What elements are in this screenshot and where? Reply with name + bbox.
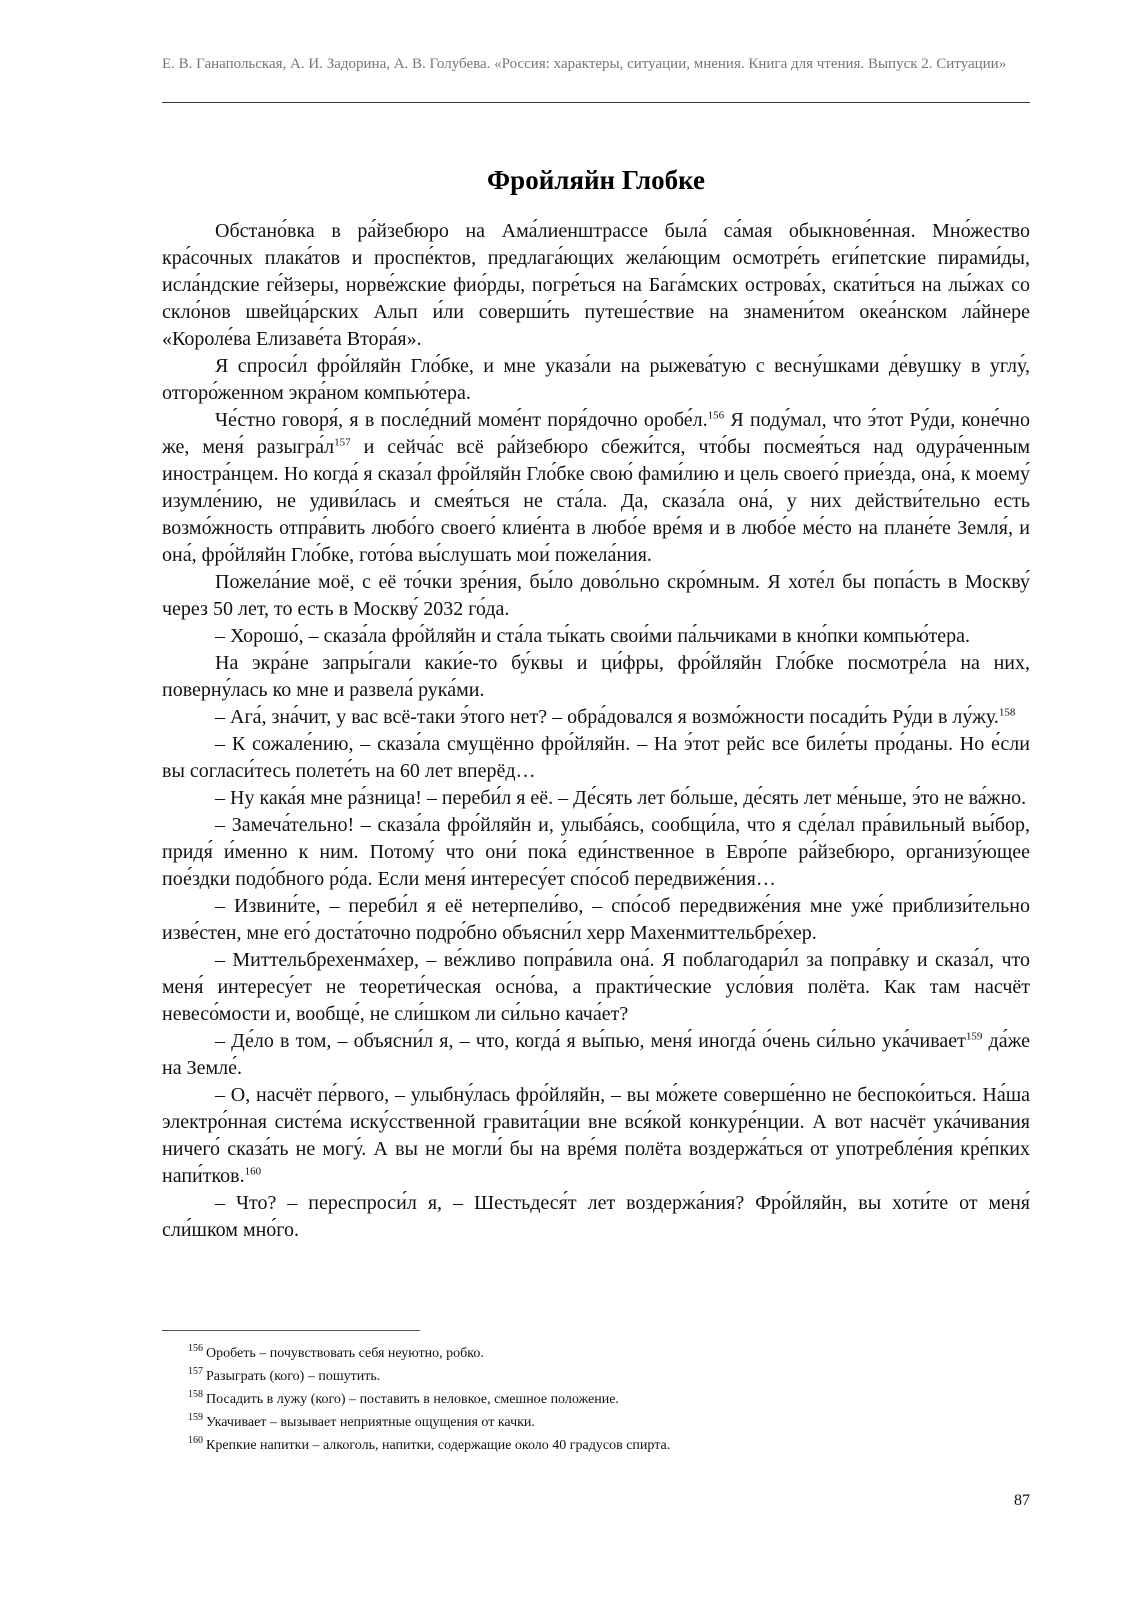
footnote-number: 156 <box>188 1343 203 1355</box>
story-body <box>162 218 1030 1244</box>
page-number: 87 <box>1014 1492 1030 1509</box>
paragraph <box>162 407 1030 569</box>
footnote-number: 160 <box>188 1435 203 1447</box>
footnote <box>188 1434 1030 1457</box>
header-divider <box>162 102 1030 103</box>
paragraph: – К сожале́нию, – сказа́ла смущённо фро́йляйн. – На э́тот рейс все биле́ты про́даны. Но е́сли вы согласи́тесь полете́ть на 60 лет вперёд… <box>162 733 1030 782</box>
paragraph-text: и сейча́с всё ра́йзебюро сбежи́тся, что́бы посмея́ться над одура́ченным иностра́нцем. Но когда́ я сказа́л фро́йляйн Гло́бке свою́ фами́лию и цель своего́ прие́зда, она́, к моему́ изумле́нию, не удиви́лась и смея́ться не ста́ла. Да, сказа́ла она́, у них действи́тельно есть возмо́жность отпра́вить любо́го своего́ клие́нта в любо́е вре́мя и в любо́е ме́сто на плане́те Земля́, и она́, фро́йляйн Гло́бке, гото́ва вы́слушать мои́ пожела́ния. <box>162 436 1030 566</box>
footnote-ref: 156 <box>707 409 725 422</box>
paragraph <box>162 704 1030 731</box>
footnote <box>188 1342 1030 1365</box>
paragraph-text: – О, насчёт пе́рвого, – улыбну́лась фро́йляйн, – вы мо́жете соверше́нно не беспоко́иться. На́ша электро́нная систе́ма иску́сственной гравита́ции вне вся́кой конкуре́нции. А вот насчёт ука́чивания ничего́ сказа́ть не могу́. А вы не могли́ бы на вре́мя полёта воздержа́ться от употребле́ния кре́пких напи́тков. <box>162 1084 1030 1187</box>
footnote-ref: 160 <box>244 1165 262 1178</box>
paragraph <box>162 1028 1030 1082</box>
footnote-ref: 157 <box>334 436 351 449</box>
paragraph-text: да́же на Земле́. <box>162 1030 1030 1079</box>
paragraph-text: Че́стно говоря́, я в после́дний моме́нт поря́дочно оробе́л. <box>215 409 708 431</box>
footnote <box>188 1411 1030 1434</box>
paragraph <box>162 1082 1030 1190</box>
footnote-text: Оробеть – почувствовать себя неуютно, робко. <box>206 1346 484 1361</box>
running-header: Е. В. Ганапольская, А. И. Задорина, А. В. Голубева. «Россия: характеры, ситуации, мнения. Книга для чтения. Выпуск 2. Ситуации» <box>162 56 1007 72</box>
paragraph: – Извини́те, – переби́л я её нетерпели́во, – спо́соб передвиже́ния мне уже́ приблизи́тельно изве́стен, мне его́ доста́точно подро́бно объясни́л херр Махенмиттельбре́хер. <box>162 895 1030 944</box>
footnote <box>188 1388 1030 1411</box>
footnote-ref: 159 <box>965 1030 983 1043</box>
chapter-title: Фройляйн Глобке <box>486 165 706 195</box>
footnote-text: Крепкие напитки – алкоголь, напитки, содержащие около 40 градусов спирта. <box>206 1438 671 1453</box>
footnote-text: Посадить в лужу (кого) – поставить в неловкое, смешное положение. <box>206 1392 619 1407</box>
footnote-number: 157 <box>188 1366 203 1378</box>
paragraph: Обстано́вка в ра́йзебюро на Ама́лиенштрассе была́ са́мая обыкнове́нная. Мно́жество кра́сочных плака́тов и проспе́ктов, предлага́ющих жела́ющим осмотре́ть еги́петские пирами́ды, исла́ндские ге́йзеры, норве́жские фио́рды, погре́ться на Бага́мских острова́х, скати́ться на лы́жах со скло́нов швейца́рских Альп и́ли соверши́ть путеше́ствие на знамени́том океа́нском ла́йнере «Короле́ва Елизаве́та Втора́я». <box>162 220 1030 350</box>
footnote-text: Разыграть (кого) – пошутить. <box>206 1369 381 1384</box>
paragraph: – Миттельбрехенма́хер, – ве́жливо попра́вила она́. Я поблагодари́л за попра́вку и сказа́л, что меня́ интересу́ет не теорети́ческая осно́ва, а практи́ческие усло́вия полёта. Как там насчёт невесо́мости и, вообще́, не сли́шком ли си́льно кача́ет? <box>162 949 1030 1025</box>
paragraph-text: – Ага́, зна́чит, у вас всё-таки э́того нет? – обра́довался я возмо́жности посади́ть Ру́ди в лу́жу. <box>215 706 999 728</box>
footnote-number: 159 <box>188 1412 203 1424</box>
footnote-text: Укачивает – вызывает неприятные ощущения от качки. <box>206 1415 535 1430</box>
paragraph: Пожела́ние моё, с её то́чки зре́ния, бы́ло дово́льно скро́мным. Я хоте́л бы попа́сть в Москву́ через 50 лет, то есть в Москву́ 2032 го́да. <box>162 571 1030 620</box>
footnote-number: 158 <box>188 1389 203 1401</box>
footnotes <box>188 1342 1030 1457</box>
paragraph: Я спроси́л фро́йляйн Гло́бке, и мне указа́ли на рыжева́тую с весну́шками де́вушку в углу́, отгоро́женном экра́ном компью́тера. <box>162 355 1030 404</box>
paragraph: – Что? – переспроси́л я, – Шестьдеся́т лет воздержа́ния? Фро́йляйн, вы хоти́те от меня́ сли́шком мно́го. <box>162 1192 1030 1241</box>
paragraph: – Замеча́тельно! – сказа́ла фро́йляйн и, улыба́ясь, сообщи́ла, что я сде́лал пра́вильный вы́бор, придя́ и́менно к ним. Потому́ что они́ пока́ еди́нственное в Евро́пе ра́йзебюро, организу́ющее пое́здки подо́бного ро́да. Если меня́ интересу́ет спо́соб передвиже́ния… <box>162 814 1030 890</box>
paragraph: На экра́не запры́гали каки́е-то бу́квы и ци́фры, фро́йляйн Гло́бке посмотре́ла на них, поверну́лась ко мне и развела́ рука́ми. <box>162 652 1030 701</box>
footnote-ref: 158 <box>998 706 1016 719</box>
paragraph-text: – Де́ло в том, – объясни́л я, – что, когда́ я вы́пью, меня́ иногда́ о́чень си́льно ука́чивает <box>215 1030 966 1052</box>
paragraph-text: Я поду́мал, что э́тот Ру́ди, коне́чно же, меня́ разыгра́л <box>162 409 1030 458</box>
footnote <box>188 1365 1030 1388</box>
paragraph: – Хорошо́, – сказа́ла фро́йляйн и ста́ла ты́кать свои́ми па́льчиками в кно́пки компью́тера. <box>215 625 971 647</box>
footnote-divider <box>162 1330 420 1331</box>
paragraph: – Ну кака́я мне ра́зница! – переби́л я её. – Де́сять лет бо́льше, де́сять лет ме́ньше, э́то не ва́жно. <box>215 787 1027 809</box>
